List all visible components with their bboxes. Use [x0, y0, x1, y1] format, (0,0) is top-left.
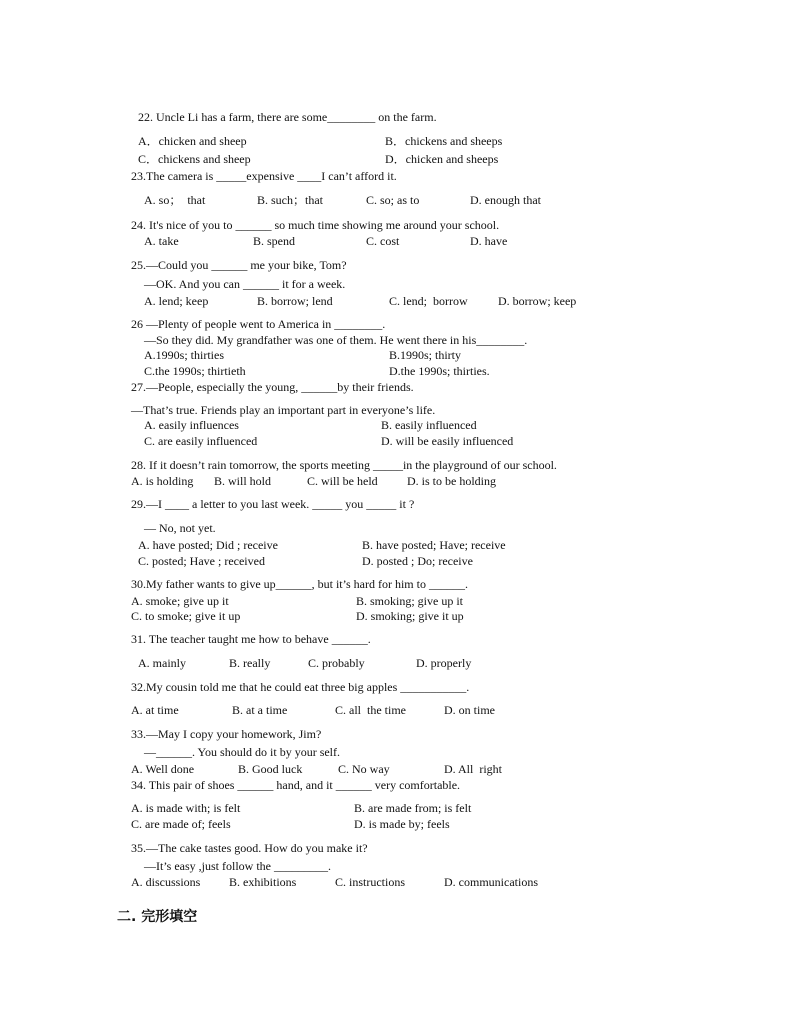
q23-option-c: C. so; as to	[366, 193, 420, 207]
q33-stem: 33.—May I copy your homework, Jim?	[131, 727, 322, 741]
q22-option-c: C．chickens and sheep	[138, 152, 251, 166]
q26-option-d: D.the 1990s; thirties.	[389, 364, 490, 378]
q25-reply: —OK. And you can ______ it for a week.	[144, 277, 346, 291]
q22-option-a: A．chicken and sheep	[138, 134, 247, 148]
q35-reply: —It’s easy ,just follow the _________.	[144, 859, 331, 873]
q33-option-d: D. All right	[444, 762, 503, 776]
q27-option-c: C. are easily influenced	[144, 434, 258, 448]
q26-reply: —So they did. My grandfather was one of them. He went there in his________.	[144, 333, 528, 347]
q24-option-a: A. take	[144, 234, 179, 248]
q30-option-b: B. smoking; give up it	[356, 594, 464, 608]
q22-stem: 22. Uncle Li has a farm, there are some________ on the farm.	[138, 110, 437, 124]
q34-stem: 34. This pair of shoes ______ hand, and it ______ very comfortable.	[131, 778, 461, 792]
q32-option-a: A. at time	[131, 703, 179, 717]
q28-option-c: C. will be held	[307, 474, 378, 488]
q24-stem: 24. It's nice of you to ______ so much time showing me around your school.	[131, 218, 500, 232]
q35-option-d: D. communications	[444, 875, 538, 889]
q24-option-b: B. spend	[253, 234, 295, 248]
q22-option-b: B．chickens and sheeps	[385, 134, 503, 148]
q24-option-c: C. cost	[366, 234, 400, 248]
q34-option-d: D. is made by; feels	[354, 817, 450, 831]
q33-reply: —______. You should do it by your self.	[144, 745, 341, 759]
q23-option-d: D. enough that	[470, 193, 541, 207]
q29-option-a: A. have posted; Did ; receive	[138, 538, 278, 552]
q34-option-a: A. is made with; is felt	[131, 801, 241, 815]
q25-option-d: D. borrow; keep	[498, 294, 577, 308]
q25-option-b: B. borrow; lend	[257, 294, 333, 308]
q30-option-d: D. smoking; give it up	[356, 609, 464, 623]
q30-stem: 30.My father wants to give up______, but it’s hard for him to ______.	[131, 577, 468, 591]
q23-stem: 23.The camera is _____expensive ____I can’t afford it.	[131, 169, 397, 183]
q33-option-b: B. Good luck	[238, 762, 303, 776]
q29-reply: — No, not yet.	[144, 521, 216, 535]
q29-option-c: C. posted; Have ; received	[138, 554, 265, 568]
q27-stem: 27.—People, especially the young, ______by their friends.	[131, 380, 414, 394]
q35-option-b: B. exhibitions	[229, 875, 297, 889]
q29-stem: 29.—I ____ a letter to you last week. _____ you _____ it ?	[131, 497, 415, 511]
q26-option-a: A.1990s; thirties	[144, 348, 224, 362]
q32-option-b: B. at a time	[232, 703, 288, 717]
q27-option-a: A. easily influences	[144, 418, 239, 432]
q32-stem: 32.My cousin told me that he could eat three big apples ___________.	[131, 680, 470, 694]
q23-option-a: A. so； that	[144, 193, 206, 207]
q31-option-a: A. mainly	[138, 656, 186, 670]
q35-stem: 35.—The cake tastes good. How do you make it?	[131, 841, 368, 855]
q28-option-d: D. is to be holding	[407, 474, 496, 488]
q27-option-b: B. easily influenced	[381, 418, 477, 432]
q33-option-c: C. No way	[338, 762, 390, 776]
q25-option-a: A. lend; keep	[144, 294, 209, 308]
q30-option-a: A. smoke; give up it	[131, 594, 229, 608]
q34-option-c: C. are made of; feels	[131, 817, 231, 831]
q35-option-a: A. discussions	[131, 875, 201, 889]
q29-option-d: D. posted ; Do; receive	[362, 554, 473, 568]
q28-option-b: B. will hold	[214, 474, 272, 488]
q28-option-a: A. is holding	[131, 474, 194, 488]
q27-reply: —That’s true. Friends play an important part in everyone’s life.	[131, 403, 436, 417]
q31-option-d: D. properly	[416, 656, 472, 670]
q31-option-b: B. really	[229, 656, 271, 670]
q30-option-c: C. to smoke; give it up	[131, 609, 241, 623]
q22-option-d: D．chicken and sheeps	[385, 152, 499, 166]
q26-option-b: B.1990s; thirty	[389, 348, 462, 362]
q31-stem: 31. The teacher taught me how to behave ______.	[131, 632, 371, 646]
q32-option-c: C. all the time	[335, 703, 406, 717]
q25-option-c: C. lend; borrow	[389, 294, 468, 308]
q35-option-c: C. instructions	[335, 875, 406, 889]
q29-option-b: B. have posted; Have; receive	[362, 538, 506, 552]
q26-option-c: C.the 1990s; thirtieth	[144, 364, 246, 378]
q26-stem: 26 —Plenty of people went to America in ________.	[131, 317, 386, 331]
q24-option-d: D. have	[470, 234, 508, 248]
q32-option-d: D. on time	[444, 703, 495, 717]
q28-stem: 28. If it doesn’t rain tomorrow, the sports meeting _____in the playground of our school.	[131, 458, 557, 472]
q31-option-c: C. probably	[308, 656, 365, 670]
q34-option-b: B. are made from; is felt	[354, 801, 472, 815]
q25-stem: 25.—Could you ______ me your bike, Tom?	[131, 258, 347, 272]
q27-option-d: D. will be easily influenced	[381, 434, 514, 448]
q33-option-a: A. Well done	[131, 762, 195, 776]
section-heading: 二. 完形填空	[117, 909, 198, 925]
q23-option-b: B. such；that	[257, 193, 323, 207]
